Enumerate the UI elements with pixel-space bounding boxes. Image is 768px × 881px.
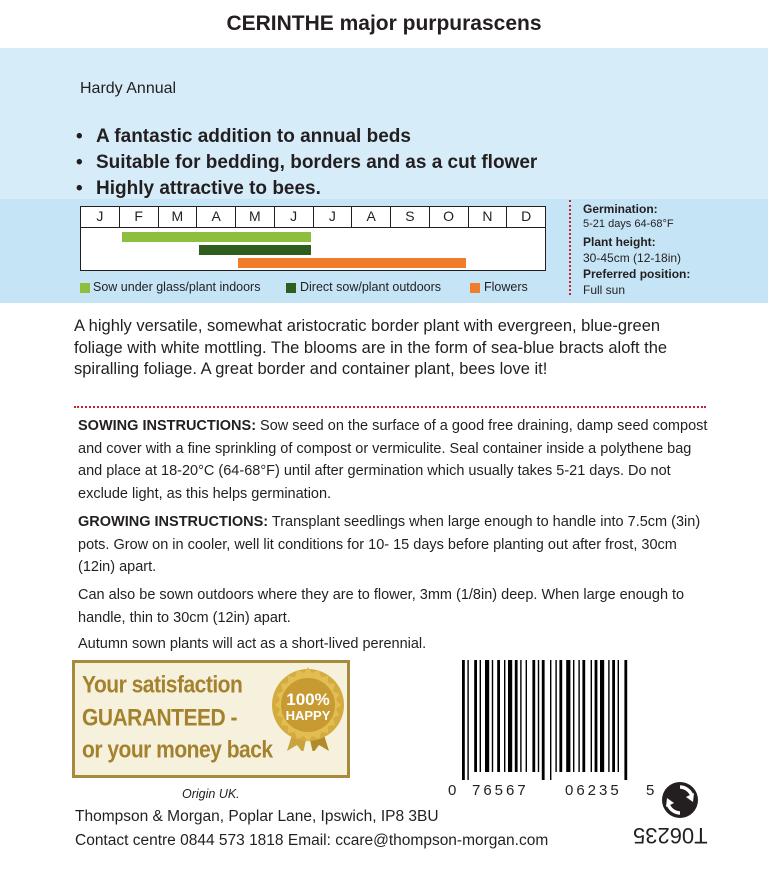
legend-swatch [286, 283, 296, 293]
seal-word: HAPPY [285, 708, 331, 723]
origin-label: Origin UK. [182, 787, 240, 801]
growing-heading: GROWING INSTRUCTIONS: [78, 514, 269, 530]
legend-direct-sow: Direct sow/plant outdoors [286, 280, 441, 294]
month-11: D [521, 208, 532, 224]
contact-details: Contact centre 0844 573 1818 Email: ccare@thompson-morgan.com [75, 832, 549, 849]
feature-bullet: • Suitable for bedding, borders and as a cut flower [76, 152, 538, 173]
position-value: Full sun [583, 283, 626, 297]
legend-flowers: Flowers [470, 280, 528, 294]
plant-description: A highly versatile, somewhat aristocratic border plant with evergreen, blue-green foliage with white mottling. The blooms are in the form of sea-blue bracts aloft the spiralling foliage. A great border and container plant, bees love it! [74, 317, 668, 378]
month-7: A [352, 207, 391, 227]
barcode-digit-check: 5 [646, 782, 655, 799]
sowing-text: Sow seed on the surface of a good free draining, damp seed compost and cover with a fine sprinkling of compost or vermiculite. Seal container inside a polythene bag and place at 18-20°C (64-68°F) until after germination which usually takes 5-21 days. Do not exclude light, as this helps germination. [78, 418, 708, 502]
month-0: J [81, 207, 120, 227]
month-4: M [236, 207, 275, 227]
growing-text: Transplant seedlings when large enough to handle into 7.5cm (3in) pots. Grow on in cooler, well lit conditions for 10- 15 days before planting out after frost, 30cm (12in) apart. [78, 514, 701, 575]
recycle-icon [660, 780, 700, 820]
height-value: 30-45cm (12-18in) [583, 251, 682, 265]
guarantee-line-2: GUARANTEED - [82, 705, 237, 732]
month-3: A [197, 207, 236, 227]
happy-seal-icon [265, 665, 351, 751]
legend-swatch [470, 283, 480, 293]
company-address: Thompson & Morgan, Poplar Lane, Ipswich, IP8 3BU [75, 808, 439, 825]
sowing-instructions [78, 415, 708, 505]
plant-type: Hardy Annual [80, 80, 177, 97]
sowing-calendar [80, 206, 546, 271]
month-2: M [159, 207, 198, 227]
month-8: S [391, 207, 430, 227]
seal-percent: 100% [286, 690, 330, 709]
height-label: Plant height: [583, 235, 656, 249]
month-10: N [469, 207, 508, 227]
divider-vertical [569, 200, 571, 295]
autumn-note: Autumn sown plants will act as a short-lived perennial. [78, 636, 427, 652]
feature-bullet: • Highly attractive to bees. [76, 178, 321, 199]
feature-bullet: • A fantastic addition to annual beds [76, 126, 411, 147]
month-9: O [430, 207, 469, 227]
barcode-digits-left: 76567 [472, 782, 529, 799]
growing-instructions [78, 511, 708, 579]
bar-direct-sow [199, 245, 311, 255]
sowing-heading: SOWING INSTRUCTIONS: [78, 418, 257, 434]
legend-sow-glass: Sow under glass/plant indoors [80, 280, 260, 294]
bar-flowers [238, 258, 466, 268]
info-band-top [0, 48, 768, 199]
month-5: J [275, 207, 314, 227]
month-1: F [120, 207, 159, 227]
position-label: Preferred position: [583, 267, 691, 281]
germination-label: Germination: [583, 202, 658, 216]
divider-horizontal [74, 406, 706, 408]
germination-value: 5-21 days 64-68°F [583, 218, 674, 230]
barcode-digit-first: 0 [448, 782, 457, 799]
legend-swatch [80, 283, 90, 293]
guarantee-line-3: or your money back [82, 737, 273, 764]
month-6: J [314, 207, 353, 227]
outdoor-sowing: Can also be sown outdoors where they are to flower, 3mm (1/8in) deep. When large enough to handle, thin to 30cm (12in) apart. [78, 587, 685, 626]
barcode-digits-right: 06235 [565, 782, 622, 799]
product-title: CERINTHE major purpurascens [226, 12, 542, 35]
product-code: T06235 [633, 823, 708, 848]
calendar-months [81, 207, 545, 228]
barcode-icon [458, 660, 658, 780]
guarantee-line-1: Your satisfaction [82, 672, 243, 699]
bar-sow-under-glass [122, 232, 311, 242]
